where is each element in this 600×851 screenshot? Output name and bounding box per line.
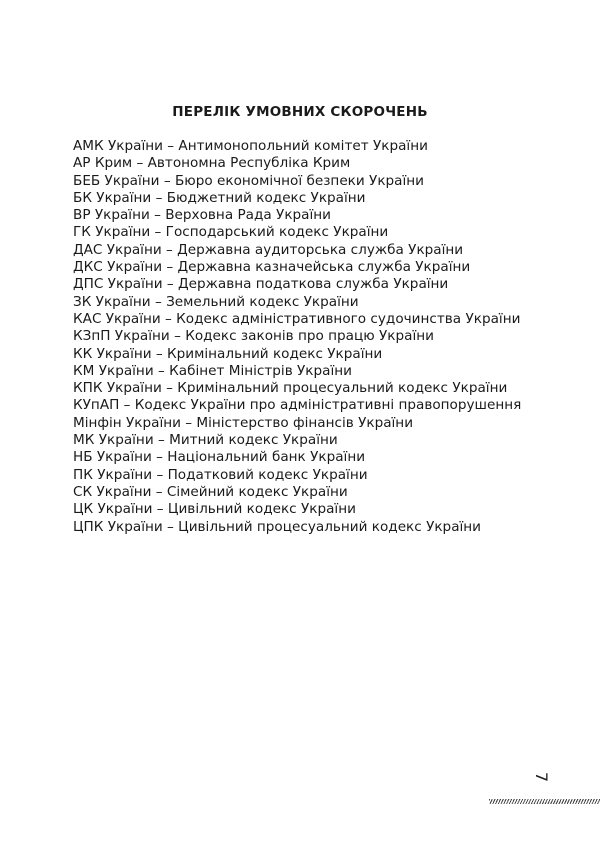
abbreviation-item: ЦК України – Цивільний кодекс України [73,501,356,518]
abbreviation-item: ПК України – Податковий кодекс України [73,466,368,483]
abbreviation-item: ГК України – Господарський кодекс України [73,224,389,241]
abbreviation-item: АР Крим – Автономна Республіка Крим [73,155,351,172]
abbreviation-item: НБ України – Національний банк України [73,449,366,466]
abbreviation-list [73,138,521,536]
abbreviation-item: БЕБ України – Бюро економічної безпеки України [73,172,424,189]
decorative-hatch-line [489,799,600,804]
abbreviation-item: КК України – Кримінальний кодекс України [73,345,383,362]
abbreviation-item: МК України – Митний кодекс України [73,432,338,449]
page-title: ПЕРЕЛІК УМОВНИХ СКОРОЧЕНЬ [172,104,428,120]
abbreviation-item: КМ України – Кабінет Міністрів України [73,362,352,379]
abbreviation-item: ЦПК України – Цивільний процесуальний кодекс України [73,518,482,535]
abbreviation-item: ВР України – Верховна Рада України [73,207,331,224]
abbreviation-item: ДПС України – Державна податкова служба України [73,276,449,293]
abbreviation-item: БК України – Бюджетний кодекс України [73,189,366,206]
abbreviation-item: АМК України – Антимонопольний комітет України [73,138,428,154]
abbreviation-item: ДАС України – Державна аудиторська служба України [73,241,464,258]
abbreviation-item: СК України – Сімейний кодекс України [73,483,348,500]
page-number: 7 [532,771,552,783]
abbreviation-item: ДКС України – Державна казначейська служба України [73,259,471,276]
abbreviation-item: Мінфін України – Міністерство фінансів України [73,414,414,431]
abbreviation-item: ЗК України – Земельний кодекс України [73,293,359,310]
abbreviation-item: КЗпП України – Кодекс законів про працю України [73,328,434,345]
abbreviation-item: КАС України – Кодекс адміністративного судочинства України [73,310,521,327]
abbreviation-item: КПК України – Кримінальний процесуальний кодекс України [73,380,508,397]
abbreviation-item: КУпАП – Кодекс України про адміністративні правопорушення [73,397,522,414]
